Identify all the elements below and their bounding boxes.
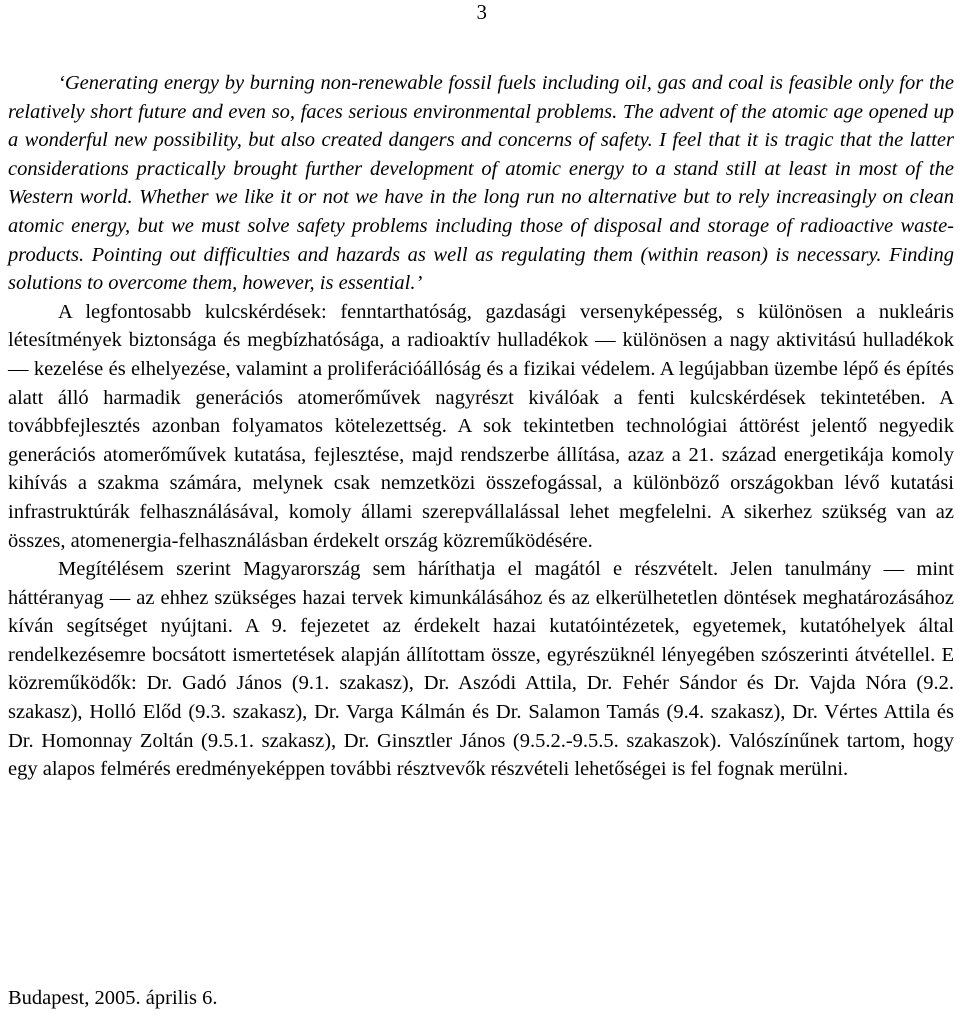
body-paragraph-key-issues: A legfontosabb kulcskérdések: fenntarthatóság, gazdasági versenyképesség, s különösen a nukleáris létesítmények biztonsága és megbízhatósága, a radioaktív hulladékok — különösen a nagy aktivitású hulladékok — kezelése és elhelyezése, valamint a proliferációállóság és a fizikai védelem. A legújabban üzembe lépő és építés alatt álló harmadik generációs atomerőművek nagyrészt kiválóak a fenti kulcskérdések tekintetében. A továbbfejlesztés azonban folyamatos kötelezettség. A sok tekintetben technológiai áttörést jelentő negyedik generációs atomerőművek kutatása, fejlesztése, majd rendszerbe állítása, azaz a 21. század energetikája komoly kihívás a szakma számára, melynek csak nemzetközi összefogással, a különböző országokban lévő kutatási infrastruktúrák felhasználásával, komoly állami szerepvállalással lehet megfelelni. A sikerhez szükség van az összes, atomenergia-felhasználásban érdekelt ország közreműködésére. <box>8 300 954 552</box>
body-paragraph-contributors: Megítélésem szerint Magyarország sem háríthatja el magától e részvételt. Jelen tanulmány — mint háttéranyag — az ehhez szükséges hazai tervek kimunkálásához és az elkerülhetetlen döntések meghatározásához kíván segítséget nyújtani. A 9. fejezetet az érdekelt hazai kutatóintézetek, egyetemek, kutatóhelyek által rendelkezésemre bocsátott ismertetések alapján állítottam össze, egyrészüknél lényegében szószerinti átvétellel. E közreműködők: Dr. Gadó János (9.1. szakasz), Dr. Aszódi Attila, Dr. Fehér Sándor és Dr. Vajda Nóra (9.2. szakasz), Holló Előd (9.3. szakasz), Dr. Varga Kálmán és Dr. Salamon Tamás (9.4. szakasz), Dr. Vértes Attila és Dr. Homonnay Zoltán (9.5.1. szakasz), Dr. Ginsztler János (9.5.2.-9.5.5. szakaszok). Valószínűnek tartom, hogy egy alapos felmérés eredményeképpen további résztvevők részvételi lehetőségei is fel fognak merülni. <box>8 558 954 781</box>
page-number: 3 <box>476 0 487 24</box>
document-body <box>8 69 954 784</box>
place-and-date: Budapest, 2005. április 6. <box>8 987 218 1009</box>
quote-paragraph: ‘Generating energy by burning non-renewable fossil fuels including oil, gas and coal is feasible only for the relatively short future and even so, faces serious environmental problems. The advent of the atomic age opened up a wonderful new possibility, but also created dangers and concerns of safety. I feel that it is tragic that the latter considerations practically brought further development of atomic energy to a stand still at least in most of the Western world. Whether we like it or not we have in the long run no alternative but to rely increasingly on clean atomic energy, but we must solve safety problems including those of disposal and storage of radioactive waste-products. Pointing out difficulties and hazards as well as regulating them (within reason) is necessary. Finding solutions to overcome them, however, is essential.’ <box>8 72 954 295</box>
